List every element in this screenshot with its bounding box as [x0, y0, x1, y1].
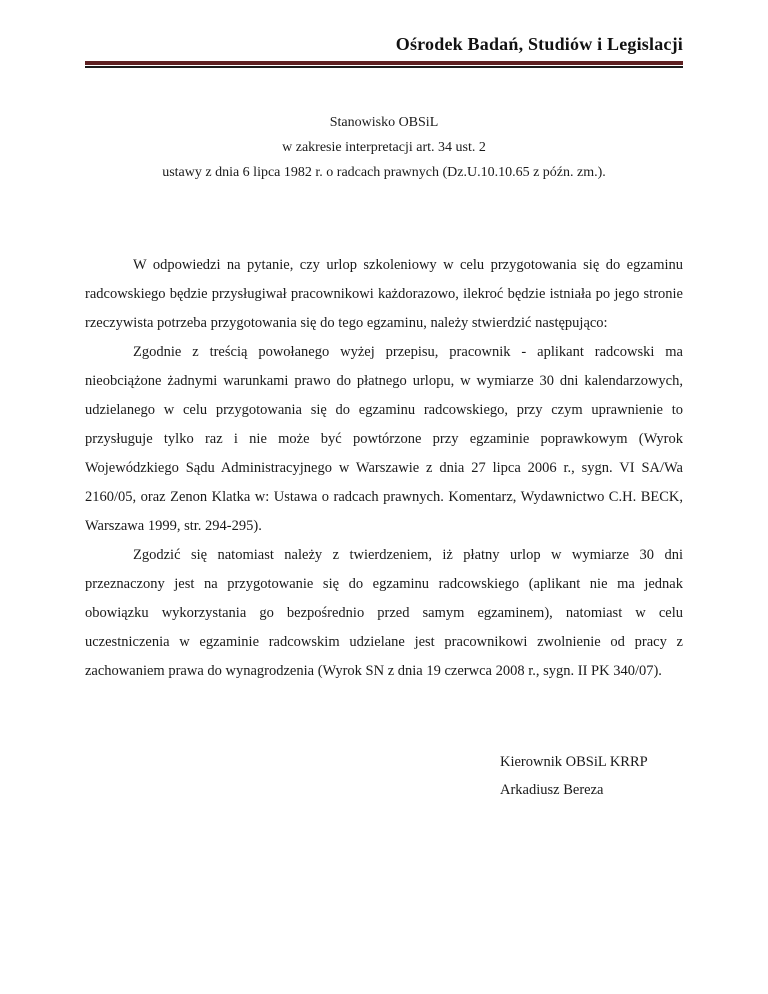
signature-block: [85, 748, 683, 804]
signature-name: Arkadiusz Bereza: [500, 782, 604, 798]
header-divider: [85, 61, 683, 68]
organization-name: Ośrodek Badań, Studiów i Legislacji: [395, 34, 683, 54]
document-header: [85, 34, 683, 68]
paragraph-1: W odpowiedzi na pytanie, czy urlop szkoleniowy w celu przygotowania się do egzaminu radcowskiego będzie przysługiwał pracownikowi każdorazowo, ilekroć będzie istniała po jego stronie rzeczywista potrzeba przygotowania się do tego egzaminu, należy stwierdzić następująco:: [85, 257, 683, 331]
title-line-2: w zakresie interpretacji art. 34 ust. 2: [282, 140, 486, 155]
title-line-3: ustawy z dnia 6 lipca 1982 r. o radcach prawnych (Dz.U.10.10.65 z późn. zm.).: [162, 165, 606, 180]
title-block: [85, 110, 683, 185]
title-line-1: Stanowisko OBSiL: [329, 115, 439, 130]
document-body: [85, 251, 683, 686]
header-divider-thick-line: [85, 61, 683, 65]
paragraph-2: Zgodnie z treścią powołanego wyżej przepisu, pracownik - aplikant radcowski ma nieobciążone żadnymi warunkami prawo do płatnego urlopu, w wymiarze 30 dni kalendarzowych, udzielanego w celu przygotowania się do egzaminu radcowskiego, przy czym uprawnienie to przysługuje tylko raz i nie może być powtórzone przy egzaminie poprawkowym (Wyrok Wojewódzkiego Sądu Administracyjnego w Warszawie z dnia 27 lipca 2006 r., sygn. VI SA/Wa 2160/05, oraz Zenon Klatka w: Ustawa o radcach prawnych. Komentarz, Wydawnictwo C.H. BECK, Warszawa 1999, str. 294-295).: [85, 344, 683, 534]
paragraph-3: Zgodzić się natomiast należy z twierdzeniem, iż płatny urlop w wymiarze 30 dni przeznaczony jest na przygotowanie się do egzaminu radcowskiego (aplikant nie ma jednak obowiązku wykorzystania go bezpośrednio przed samym egzaminem), natomiast w celu uczestniczenia w egzaminie radcowskim udzielane jest pracownikowi zwolnienie od pracy z zachowaniem prawa do wynagrodzenia (Wyrok SN z dnia 19 czerwca 2008 r., sygn. II PK 340/07).: [85, 547, 683, 679]
signature-title: Kierownik OBSiL KRRP: [500, 754, 648, 770]
header-divider-thin-line: [85, 66, 683, 68]
